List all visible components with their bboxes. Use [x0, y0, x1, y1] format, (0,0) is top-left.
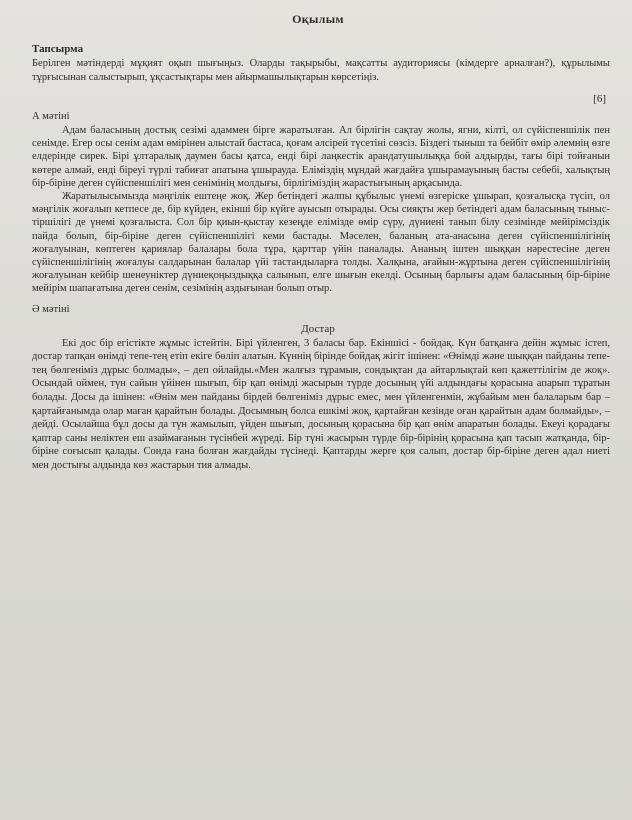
task-heading: Тапсырма	[32, 43, 84, 55]
text-a-paragraph-1: Адам баласының достық сезімі адаммен бірге жаратылған. Ал бірлігін сақтау жолы, ягни, кілті, ол сүйіспеншілік пен сенімде. Егер осы сенім адам өмірінен алыстай бастаса, қоғам әлсірей түсетіні сөзсіз. Біздегі тыныш та бейбіт өмір әлемнің өзге елдерінде сирек. Бірі ұлтаралық даумен басы қатса, енді бірі лаңкестік арандатушылыққа бой алдырды, тағы бірі тойғанын көтере алмай, енді біреуі түрлі табиғат апатына ұшырауда. Еліміздің мұндай жағдайға ұшырамауының басты себебі, халықтың бір-біріне деген сүйіспеншілігі мен сенімінің молдығы, бірлігіміздің жарастығының арқасында.	[32, 125, 610, 189]
marks-label: [6]	[593, 93, 606, 105]
story-title: Достар	[301, 322, 335, 335]
page-title: Оқылым	[292, 12, 344, 26]
text-b-label: Ә мәтіні	[32, 303, 70, 315]
text-a-label: А мәтіні	[32, 111, 70, 122]
text-a-paragraph-2: Жаратылысымызда мәңгілік ештеңе жоқ. Жер бетіндегі жалпы құбылыс үнемі өзгеріске ұшырап, қозғалысқа түсіп, ол мәңгілік жоғалып кетпесе де, бір күйден, екінші бір күйге ауысып отырады. Осы сияқты жер бетіндегі адам баласының тыныс-тіршілігі де үнемі қозғалыста. Сол бір қиын-қыстау кезеңде елімізде өмір сүру, дүниені танып білу сезімінде мейірімсіздік пайда болып, бір-біріне деген сүйіспеншілігі кеми бастады. Мәселен, баланың ата-анасына деген сүйіспеншілігінің жоғалуынан, көптеген қариялар балалары бола тұра, қарттар үйін паналады. Ананың іштен шыққан нәрестесіне деген сүйіспеншілігінің жоғалуы салдарынан балалар үйі тастандыларға толды. Халқына, ағайын-жұртына деген сүйіспеншілігінің жоғалуынан кейбір шенеуніктер дүниеқоңыздыққа салынып, елге шығын екелді. Осының барлығы адам баласының бір-біріне мейірім шапағатына деген сенім, сезімінің аздығынан болып отыр.	[32, 191, 610, 295]
text-b-paragraph: Екі дос бір егістікте жұмыс істейтін. Бірі үйленген, 3 баласы бар. Екіншісі - бойдақ. Күн батқанға дейін жұмыс істеп, достар тапқан өнімді тепе-тең етіп екіге бөліп алатын. Күннің бірінде бойдақ жігіт ішінен: «Өнімді және шыққан пайданы тепе-тең бөлгеніміз дұрыс болмады», – деп ойлайды.«Мен жалғыз тұрамын, сондықтан да айтарлықтай көп қажеттілігім де жоқ». Осындай оймен, түн сайын үйінен шығып, бір қап өнімді жасырын түрде досының үйі алдындағы қорасына апарып тұратын болады. Досы да ішінен: «Өнім мен пайданы бірдей бөлгеніміз дұрыс емес, мен үйленгенмін, жұбайым мен балаларым бар – қартайғанымда олар маған қарайтын болады. Досымның болса ешкімі жоқ, қартайған кезінде оған қарайтын адам болмайды», – дейді. Осылайша бұл досы да түн жамылып, үйден шығып, досының қорасына бір қап өнім апаратын болады. Екеуі қорадағы қаптар саны неліктен еш азаймағанын түсінбей жүреді. Бір түні жасырын түрде бір-бірінің қорасына қап тасып жатқанда, бір-біріне соғысып қалады. Сонда ғана болған жағдайды түсінеді. Қаптарды жерге қоя салып, достар бір-біріне деген адал ниеті мен достығы алдында көз жастарын тия алмады.	[32, 337, 610, 471]
task-instructions: Берілген мәтіндерді мұқият оқып шығыңыз. Оларды тақырыбы, мақсатты аудиториясы (кімдерге арналған?), құрылымы тұрғысынан салыстырып, ұқсастықтары мен айырмашылықтарын көрсетіңіз.	[32, 58, 610, 83]
